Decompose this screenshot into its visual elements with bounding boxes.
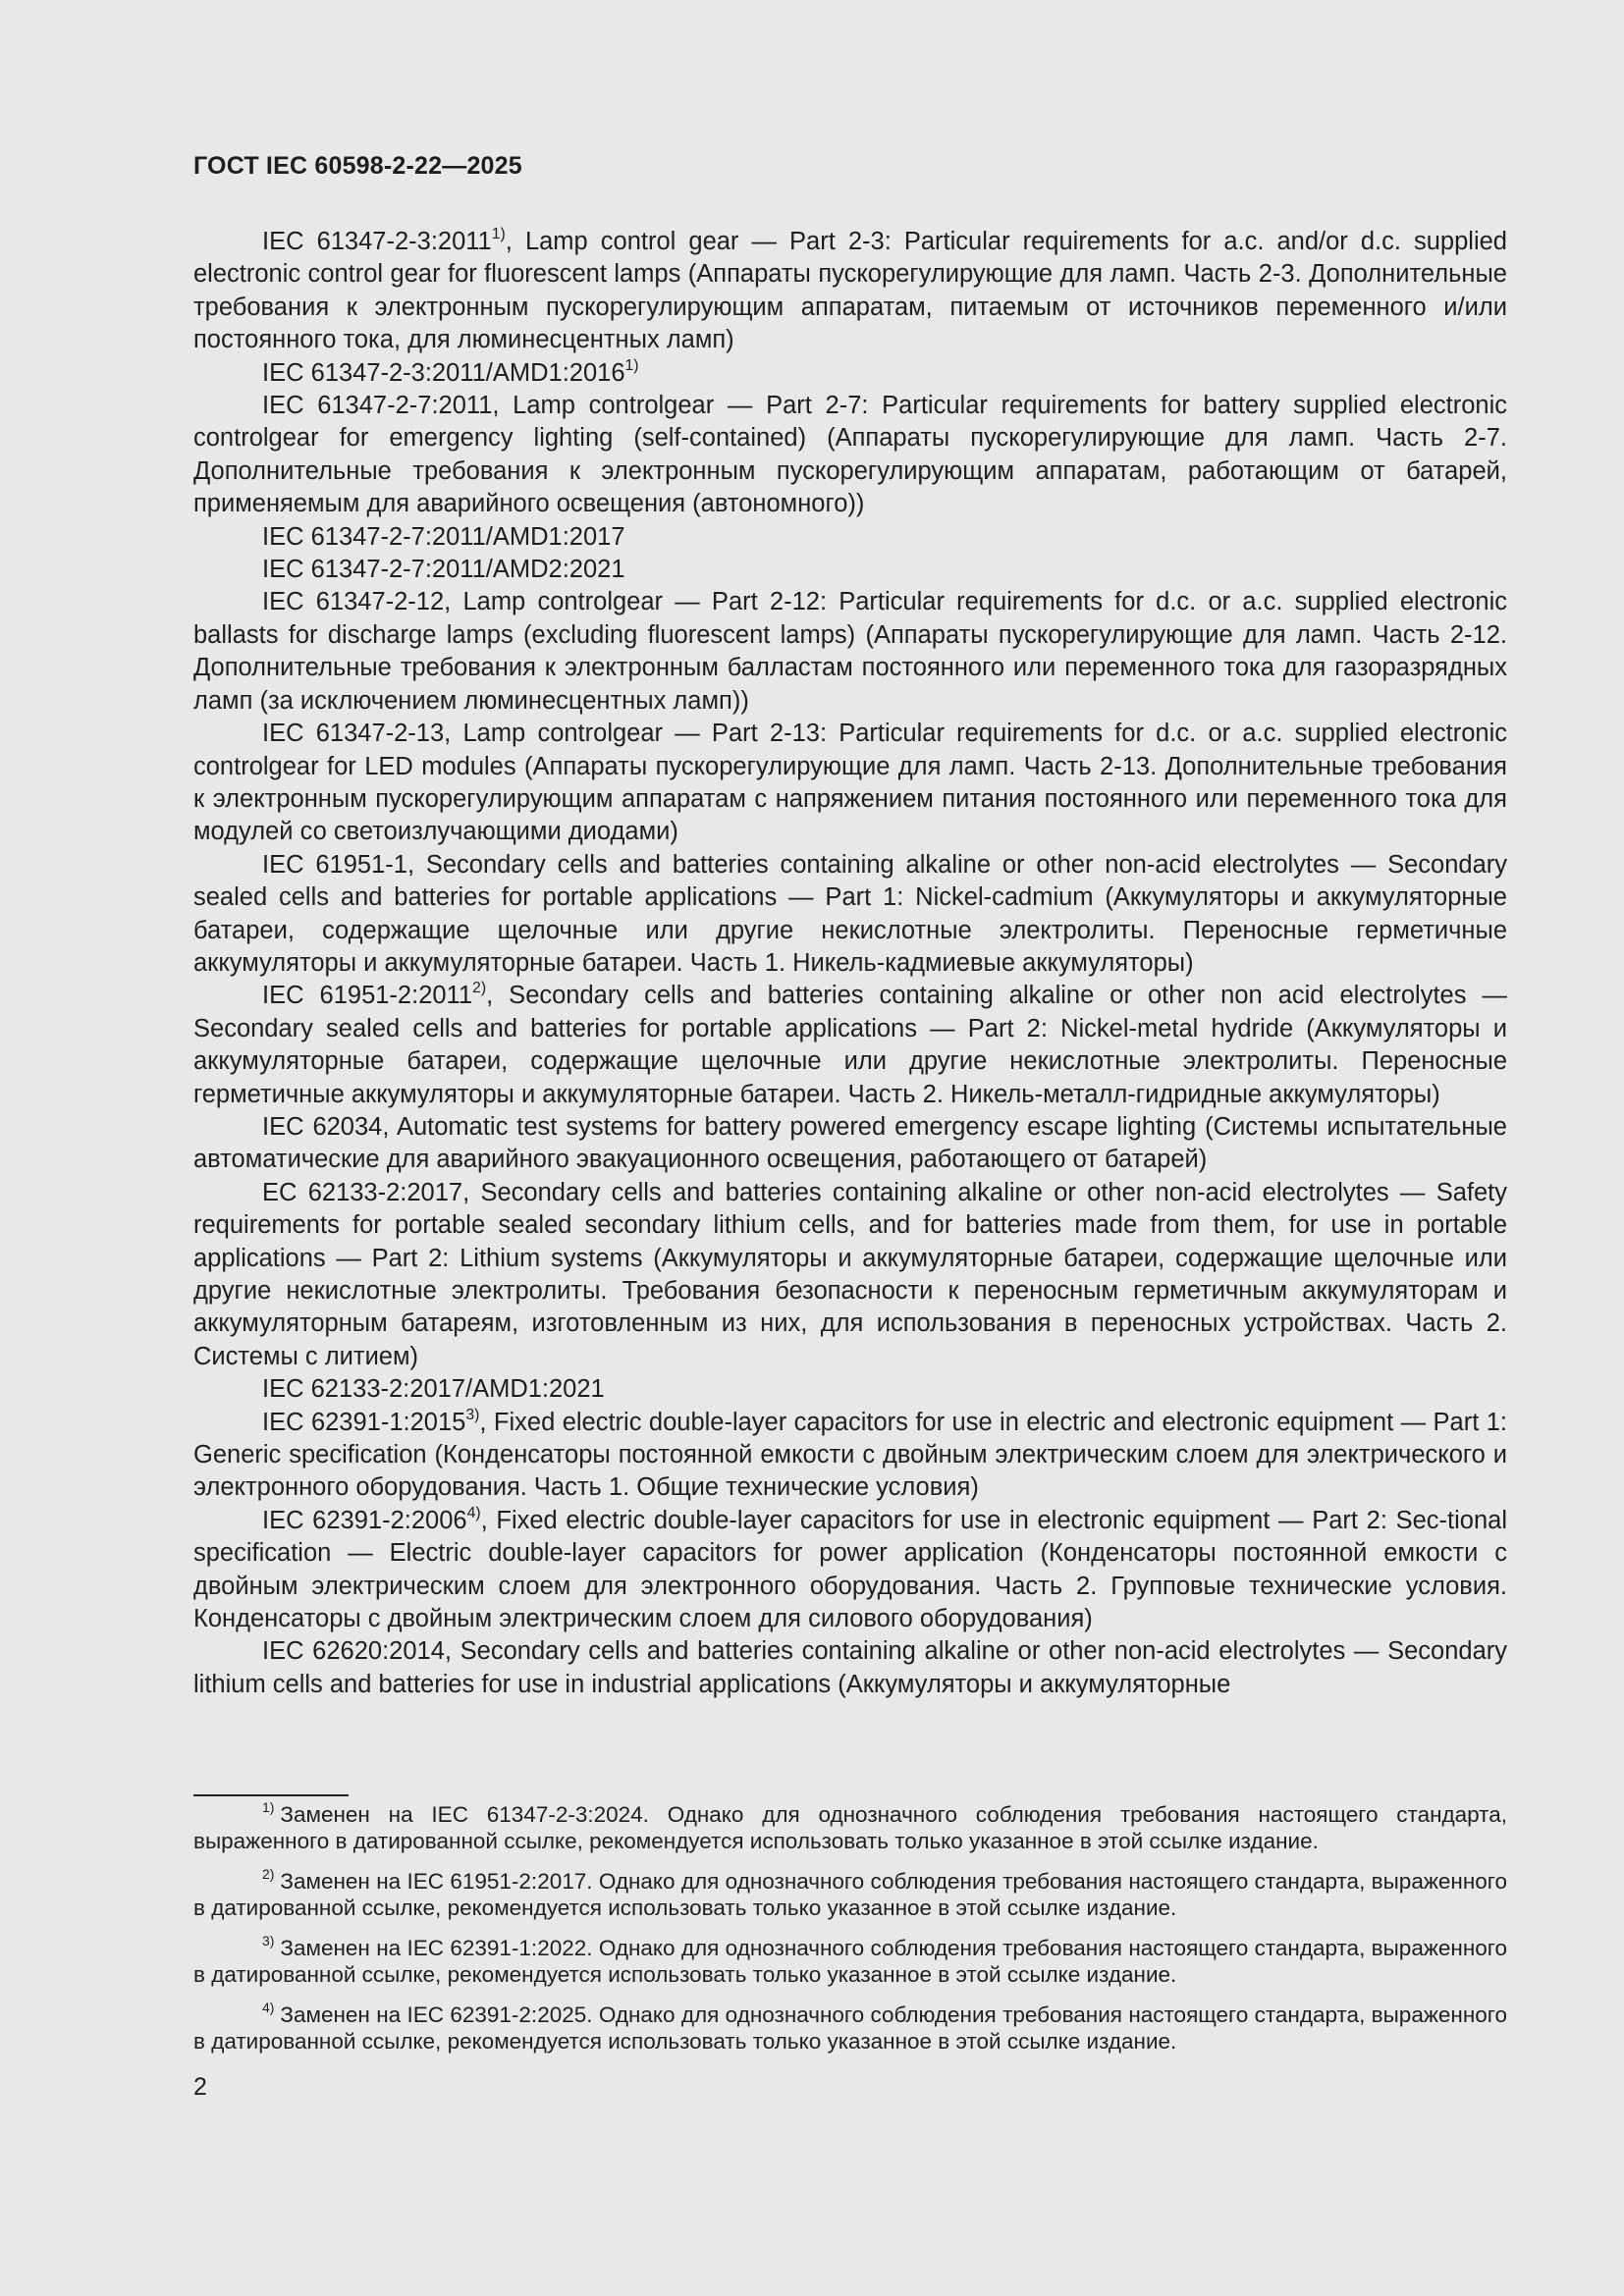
footnote [193,1801,1507,1854]
reference-code: IEC 61347-2-12 [262,588,445,616]
reference-code: IEC 61347-2-7:2011/AMD2:2021 [262,556,625,584]
reference-item [193,1177,1507,1373]
footnote-marker: 1) [491,225,506,242]
reference-item [193,1505,1507,1636]
reference-code: IEC 61951-2:2011 [262,982,473,1010]
references-list [193,226,1507,1701]
reference-code: IEC 61347-2-3:2011 [262,228,492,255]
page-number: 2 [193,2073,207,2101]
footnote-marker: 2) [472,980,487,997]
page-header-title: ГОСТ IEC 60598-2-22—2025 [193,152,522,180]
footnote [193,2002,1507,2055]
reference-code: IEC 61347-2-3:2011/AMD1:2016 [262,358,625,387]
reference-text: , Lamp controlgear — Part 2-7: Particular requirements for battery supplied electronic controlgear for emergency lighting (self-contained) (Аппараты пускорегулирующие для ламп. Часть 2-7. Дополнительные требования к электронным пускорегулирующим аппаратам, работающим от батарей, применяемым для аварийного освещения (автономного)) [193,392,1507,518]
reference-item [193,357,1507,390]
footnote-marker: 4) [466,1504,481,1522]
reference-text: , Fixed electric double-layer capacitors for use in electric and electronic equipment — Part 1: Generic specification (Конденсаторы постоянной емкости с двойным электрическим слоем для электрического и электронного оборудования. Часть 1. Общие технические условия) [193,1408,1507,1502]
reference-item [193,390,1507,521]
reference-item [193,554,1507,586]
footnote-text: Заменен на IEC 62391-2:2025. Однако для однозначного соблюдения требования настоящего стандарта, выраженного в датированной ссылке, рекомендуется использовать только указанное в этой ссылке издание. [193,2002,1507,2054]
reference-code: IEC 61347-2-13 [262,720,445,748]
reference-code: IEC 61347-2-7:2011/AMD1:2017 [262,522,625,551]
reference-item [193,521,1507,554]
reference-text: , Secondary cells and batteries containing alkaline or other non-acid electrolytes — Secondary sealed cells and batteries for portable applications — Part 1: Nickel-cadmium (Аккумуляторы и аккумуляторные батареи, содержащие щелочные или другие некислотные электролиты. Переносные герметичные аккумуляторы и аккумуляторные батареи. Часть 1. Никель-кадмиевые аккумуляторы) [193,850,1508,977]
reference-item [193,718,1507,849]
footnote-separator-rule [193,1794,349,1796]
reference-text: , Automatic test systems for battery powered emergency escape lighting (Системы испытательные автоматические для аварийного эвакуационного освещения, работающего от батарей) [193,1112,1507,1174]
footnote [193,1935,1507,1988]
footnote-number: 2) [262,1866,275,1883]
reference-code: IEC 61951-1 [262,850,407,879]
reference-text: , Lamp control gear — Part 2-3: Particular requirements for a.c. and/or d.c. supplied electronic control gear for fluorescent lamps (Аппараты пускорегулирующие для ламп. Часть 2-3. Дополнительные требования к электронным пускорегулирующим аппаратам, питаемым от источников переменного и/или постоянного тока, для люминесцентных ламп) [193,228,1507,354]
footnote-text: Заменен на IEC 61347-2-3:2024. Однако для однозначного соблюдения требования настоящего стандарта, выраженного в датированной ссылке, рекомендуется использовать только указанное в этой ссылке издание. [193,1802,1507,1853]
reference-code: IEC 62034 [262,1112,383,1141]
reference-item [193,1111,1507,1177]
footnote-text: Заменен на IEC 62391-1:2022. Однако для однозначного соблюдения требования настоящего стандарта, выраженного в датированной ссылке, рекомендуется использовать только указанное в этой ссылке издание. [193,1936,1507,1987]
reference-code: IEC 62133-2:2017/AMD1:2021 [262,1375,605,1404]
reference-item [193,226,1507,357]
reference-item [193,980,1507,1111]
reference-text: , Lamp controlgear — Part 2-13: Particular requirements for d.c. or a.c. supplied electronic controlgear for LED modules (Аппараты пускорегулирующие для ламп. Часть 2-13. Дополнительные требования к электронным пускорегулирующим аппаратам с напряжением питания постоянного или переменного тока для модулей со светоизлучающими диодами) [193,720,1507,846]
reference-item [193,586,1507,718]
document-page [193,0,1507,2296]
footnote-number: 1) [262,1799,275,1816]
footnote [193,1868,1507,1921]
reference-item [193,1635,1507,1701]
footnotes-section [193,1801,1507,2068]
reference-code: IEC 62391-2:2006 [262,1506,467,1534]
reference-text: , Secondary cells and batteries containing alkaline or other non-acid electrolytes — Secondary lithium cells and batteries for use in industrial applications (Аккумуляторы и аккумуляторные [193,1637,1507,1698]
reference-item [193,1373,1507,1406]
reference-code: IEC 61347-2-7:2011 [262,392,493,420]
reference-text: , Secondary cells and batteries containing alkaline or other non-acid electrolytes — Safety requirements for portable sealed secondary lithium cells, and for batteries made from them, for use in portable applications — Part 2: Lithium systems (Аккумуляторы и аккумуляторные батареи, содержащие щелочные или другие некислотные электролиты. Требования безопасности к переносным герметичным аккумуляторам и аккумуляторным батареям, изготовленным из них, для использования в переносных устройствах. Часть 2. Системы с литием) [193,1178,1507,1370]
reference-text: , Lamp controlgear — Part 2-12: Particular requirements for d.c. or a.c. supplied electronic ballasts for discharge lamps (excluding fluorescent lamps) (Аппараты пускорегулирующие для ламп. Часть 2-12. Дополнительные требования к электронным балластам постоянного или переменного тока для газоразрядных ламп (за исключением люминесцентных ламп)) [193,588,1507,715]
reference-code: IEC 62620:2014 [262,1637,445,1666]
reference-text: , Secondary cells and batteries containing alkaline or other non acid electrolytes — Secondary sealed cells and batteries for portable applications — Part 2: Nickel-metal hydride (Аккумуляторы и аккумуляторные батареи, содержащие щелочные или другие некислотные электролиты. Переносные герметичные аккумуляторы и аккумуляторные батареи. Часть 2. Никель-металл-гидридные аккумуляторы) [193,982,1507,1108]
footnote-text: Заменен на IEC 61951-2:2017. Однако для однозначного соблюдения требования настоящего стандарта, выраженного в датированной ссылке, рекомендуется использовать только указанное в этой ссылке издание. [193,1869,1507,1920]
reference-item [193,849,1507,981]
reference-code: EC 62133-2:2017 [262,1178,463,1206]
reference-text: , Fixed electric double-layer capacitors for use in electronic equipment — Part 2: Sec-tional specification — Electric double-layer capacitors for power application (Конденсаторы постоянной емкости с двойным электрическим слоем для электронного оборудования. Часть 2. Групповые технические условия. Конденсаторы с двойным электрическим слоем для силового оборудования) [193,1506,1507,1633]
footnote-marker: 1) [624,356,639,374]
footnote-marker: 3) [465,1406,480,1423]
reference-code: IEC 62391-1:2015 [262,1408,466,1436]
reference-item [193,1407,1507,1505]
footnote-number: 3) [262,1933,275,1949]
footnote-number: 4) [262,2000,275,2016]
